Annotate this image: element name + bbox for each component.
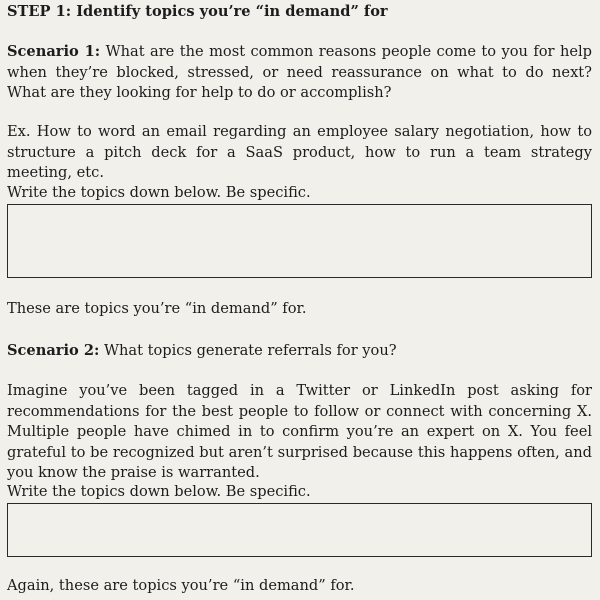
scenario-1-label: Scenario 1: — [7, 43, 101, 60]
scenario-1-conclusion: These are topics you’re “in demand” for. — [7, 300, 307, 317]
scenario-2-question — [7, 341, 592, 362]
scenario-2-imagine: Imagine you’ve been tagged in a Twitter or LinkedIn post asking for recommendations for the best people to follow or connect with concerning X. Multiple people have chimed in to confirm you’re an expert on X. You feel grateful to be recognized but aren’t surprised because this happens often, and you know the praise is warranted. — [7, 382, 592, 481]
scenario-1-answer-field[interactable] — [7, 204, 592, 278]
scenario-1-question — [7, 42, 592, 104]
scenario-1-instruction: Write the topics down below. Be specific. — [7, 184, 311, 201]
scenario-1-question-text: What are the most common reasons people come to you for help when they’re blocked, stressed, or need reassurance on what to do next? What are they looking for help to do or accomplish? — [7, 43, 592, 101]
scenario-1-example: Ex. How to word an email regarding an employee salary negotiation, how to structure a pitch deck for a SaaS product, how to run a team strategy meeting, etc. — [7, 123, 592, 181]
scenario-2-question-text: What topics generate referrals for you? — [99, 342, 397, 359]
scenario-2-conclusion: Again, these are topics you’re “in demand” for. — [7, 577, 355, 594]
scenario-2-instruction: Write the topics down below. Be specific. — [7, 483, 311, 500]
scenario-2-answer-field[interactable] — [7, 503, 592, 557]
scenario-2-label: Scenario 2: — [7, 342, 100, 359]
step-heading: STEP 1: Identify topics you’re “in demand” for — [7, 3, 388, 20]
